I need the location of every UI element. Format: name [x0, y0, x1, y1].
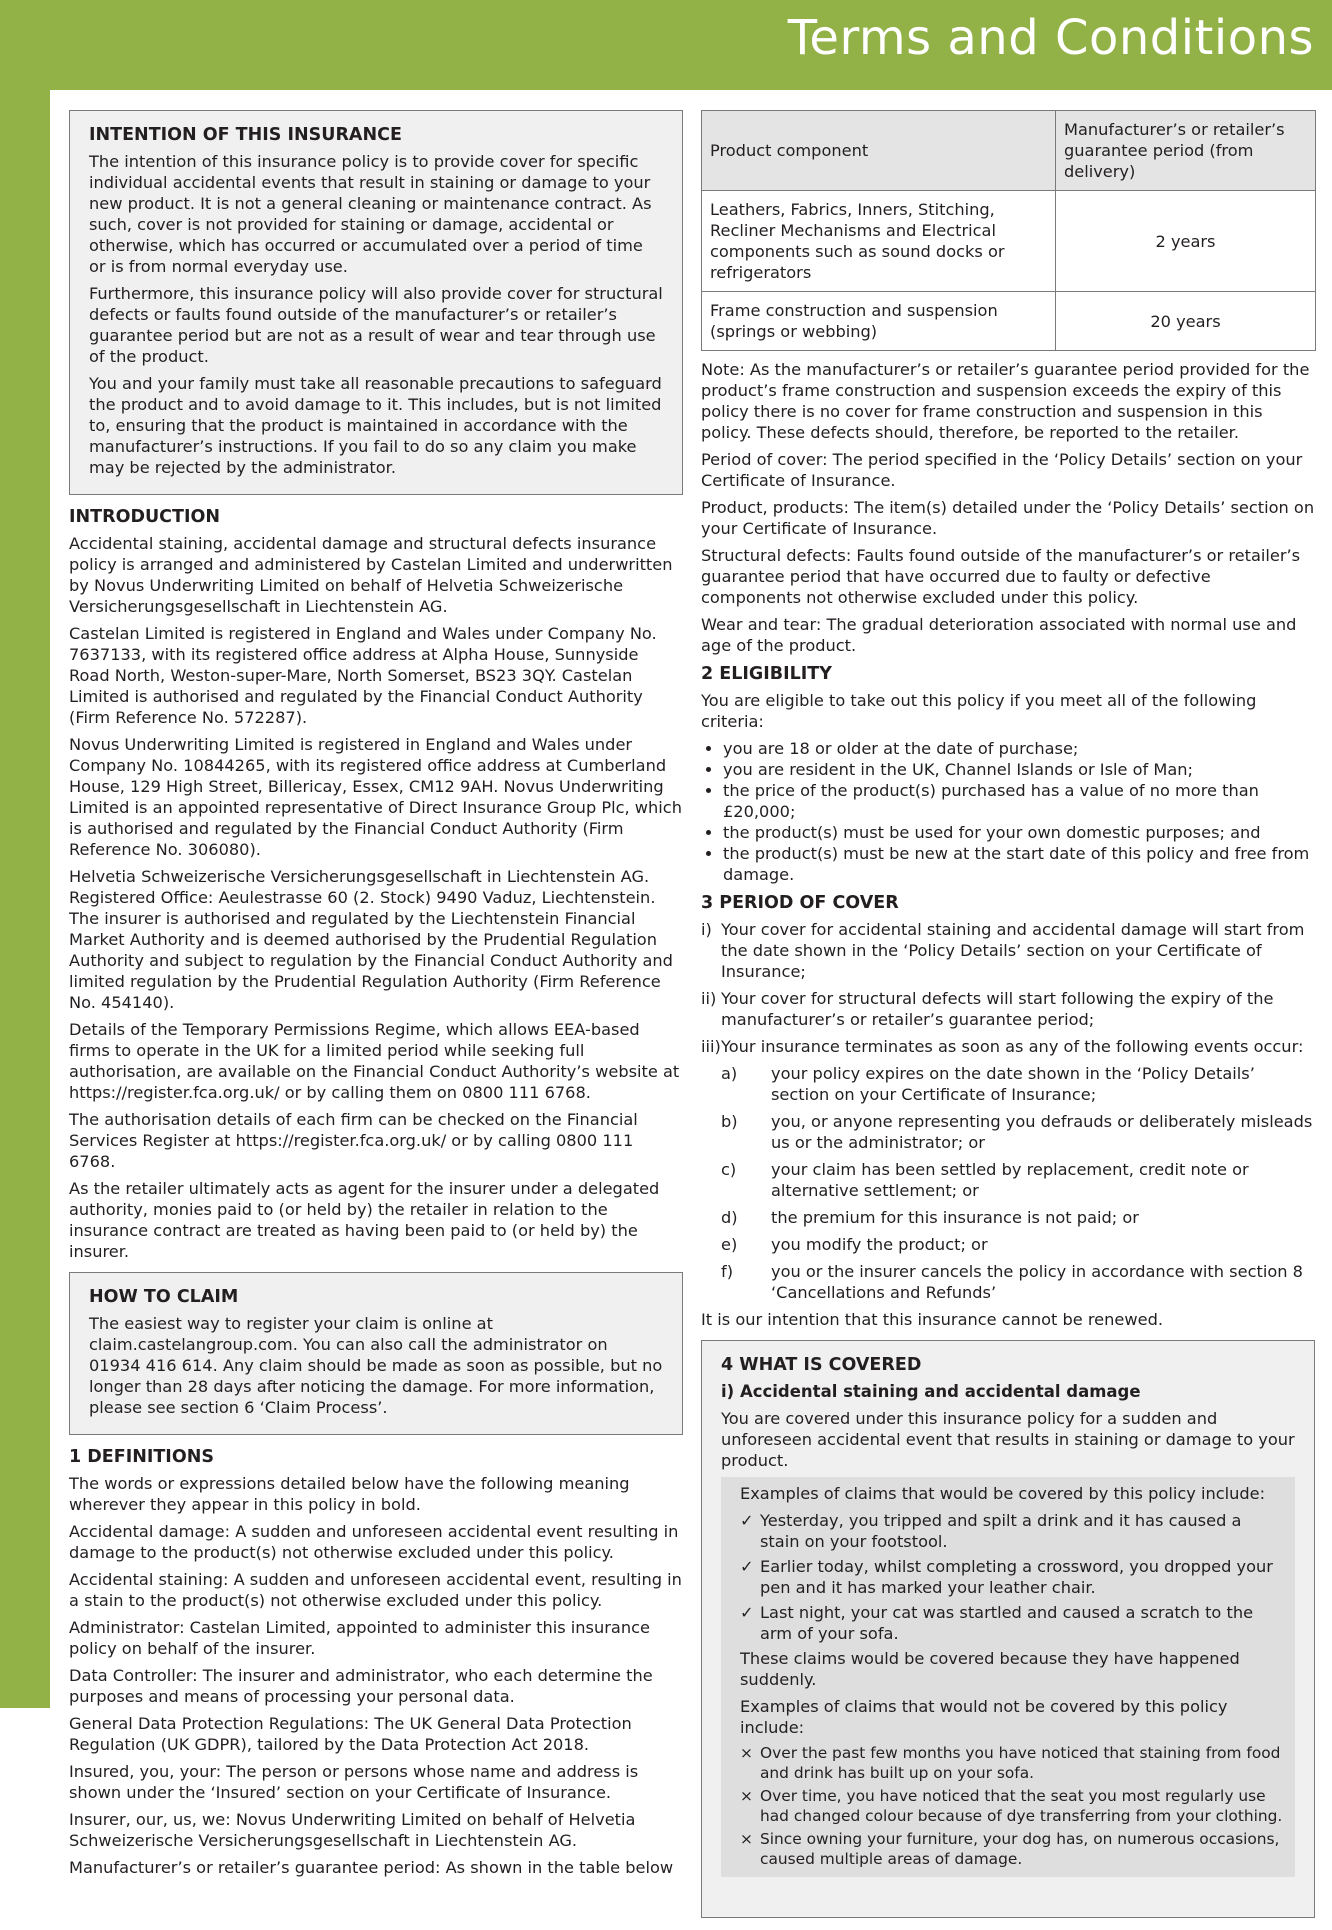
termination-text: you or the insurer cancels the policy in accordance with section 8 ‘Cancellations and Refunds’ — [771, 1262, 1303, 1302]
left-accent-bar — [0, 90, 50, 1708]
period-item-text: Your cover for structural defects will start following the expiry of the manufacturer’s or retailer’s guarantee period; — [721, 989, 1274, 1029]
def-accidental-staining: Accidental staining: A sudden and unforeseen accidental event, resulting in a stain to the product(s) not otherwise excluded under this policy. — [69, 1570, 682, 1610]
termination-item: c) your claim has been settled by replacement, credit note or alternative settlement; or — [721, 1160, 1249, 1200]
table-header-component: Product component — [702, 111, 1056, 191]
termination-item: a) your policy expires on the date shown in the ‘Policy Details’ section on your Certificate of Insurance; — [721, 1064, 1255, 1104]
definitions-heading: 1 DEFINITIONS — [69, 1447, 214, 1467]
period-item-ii: ii) Your cover for structural defects will start following the expiry of the manufacturer’s or retailer’s guarantee period; — [701, 989, 1274, 1029]
intro-p5: Details of the Temporary Permissions Regime, which allows EEA-based firms to operate in the UK for a limited period while seeking full authorisation, are available on the Financial Conduct Authority’s website at https://register.fca.org.uk/ or by calling them on 0800 111 6768. — [69, 1020, 680, 1102]
period-item-text: Your cover for accidental staining and accidental damage will start from the date shown in the ‘Policy Details’ section on your Certificate of Insurance; — [721, 920, 1305, 981]
intro-p1: Accidental staining, accidental damage and structural defects insurance policy is arranged and administered by Castelan Limited and underwritten by Novus Underwriting Limited on behalf of Helvetia Schweizerische Versicherungsgesellschaft in Liechtenstein AG. — [69, 534, 673, 616]
def-product: Product, products: The item(s) detailed under the ‘Policy Details’ section on your Certificate of Insurance. — [701, 498, 1315, 538]
covered-intro: You are covered under this insurance policy for a sudden and unforeseen accidental event that results in staining or damage to your product. — [721, 1409, 1295, 1470]
list-item — [740, 1787, 1283, 1826]
check-icon: ✓ — [740, 1557, 754, 1576]
would-text: These claims would be covered because they have happened suddenly. — [740, 1649, 1240, 1689]
cross-icon: × — [740, 1830, 753, 1848]
list-item: • the price of the product(s) purchased has a value of no more than £20,000; — [723, 780, 1315, 822]
intention-p1: The intention of this insurance policy is to provide cover for specific individual accidental events that result in staining or damage to your new product. It is not a general cleaning or maintenance contract. As such, cover is not provided for staining or damage, accidental or otherwise, which has occurred or accumulated over a period of time or is from normal everyday use. — [89, 152, 652, 276]
introduction-heading: INTRODUCTION — [69, 507, 220, 527]
list-item — [740, 1510, 1283, 1552]
not-example-text: Since owning your furniture, your dog has, on numerous occasions, caused multiple areas of damage. — [760, 1830, 1280, 1868]
termination-text: the premium for this insurance is not paid; or — [771, 1208, 1139, 1227]
example-text: Yesterday, you tripped and spilt a drink and it has caused a stain on your footstool. — [760, 1511, 1242, 1551]
eligibility-heading: 2 ELIGIBILITY — [701, 664, 832, 684]
table-row — [702, 191, 1316, 292]
cross-icon: × — [740, 1787, 753, 1805]
def-insured: Insured, you, your: The person or persons whose name and address is shown under the ‘Insured’ section on your Certificate of Insurance. — [69, 1762, 639, 1802]
eligibility-intro: You are eligible to take out this policy if you meet all of the following criteria: — [701, 691, 1257, 731]
list-item — [740, 1556, 1283, 1598]
def-data-controller: Data Controller: The insurer and administrator, who each determine the purposes and means of processing your personal data. — [69, 1666, 653, 1706]
list-item — [740, 1744, 1283, 1783]
intention-p2: Furthermore, this insurance policy will also provide cover for structural defects or faults found outside of the manufacturer’s or retailer’s guarantee period but are not as a result of wear and tear through use of the product. — [89, 284, 663, 366]
list-item: • you are 18 or older at the date of purchase; — [723, 738, 1315, 759]
definitions-intro: The words or expressions detailed below have the following meaning wherever they appear in this policy in bold. — [69, 1474, 630, 1514]
intention-p3: You and your family must take all reasonable precautions to safeguard the product and to avoid damage to it. This includes, but is not limited to, ensuring that the product is maintained in accordance with the manufacturer’s instructions. If you fail to do so any claim you make may be rejected by the administrator. — [89, 374, 662, 477]
intro-p6: The authorisation details of each firm can be checked on the Financial Services Register at https://register.fca.org.uk/ or by calling 0800 111 6768. — [69, 1110, 638, 1171]
termination-item: e) you modify the product; or — [721, 1235, 988, 1254]
intro-p3: Novus Underwriting Limited is registered in England and Wales under Company No. 10844265, with its registered office address at Cumberland House, 129 High Street, Billericay, Essex, CM12 9AH. Novus Underwriting Limited is an appointed representative of Direct Insurance Group Plc, which is authorised and regulated by the Financial Conduct Authority (Firm Reference No. 306080). — [69, 735, 682, 859]
intro-p7: As the retailer ultimately acts as agent for the insurer under a delegated authority, monies paid to (or held by) the retailer in relation to the insurance contract are treated as having been paid to (or held by) the insurer. — [69, 1179, 660, 1261]
termination-text: you, or anyone representing you defrauds or deliberately misleads us or the administrator; or — [771, 1112, 1313, 1152]
period-of-cover-heading: 3 PERIOD OF COVER — [701, 893, 899, 913]
termination-text: your policy expires on the date shown in the ‘Policy Details’ section on your Certificate of Insurance; — [771, 1064, 1255, 1104]
period-item-text: Your insurance terminates as soon as any of the following events occur: — [721, 1037, 1304, 1056]
check-icon: ✓ — [740, 1603, 754, 1622]
table-cell-period: 2 years — [1056, 191, 1316, 292]
table-header-period: Manufacturer’s or retailer’s guarantee period (from delivery) — [1056, 111, 1316, 191]
not-heading: Examples of claims that would not be covered by this policy include: — [740, 1697, 1228, 1737]
list-item — [740, 1830, 1283, 1869]
termination-text: your claim has been settled by replacement, credit note or alternative settlement; or — [771, 1160, 1249, 1200]
period-item-i: i) Your cover for accidental staining and accidental damage will start from the date shown in the ‘Policy Details’ section on your Certificate of Insurance; — [701, 920, 1305, 981]
renewal-note: It is our intention that this insurance cannot be renewed. — [701, 1310, 1163, 1329]
intro-p2: Castelan Limited is registered in England and Wales under Company No. 7637133, with its registered office address at Alpha House, Sunnyside Road North, Weston-super-Mare, North Somerset, BS23 3QY. Castelan Limited is authorised and regulated by the Financial Conduct Authority (Firm Reference No. 572287). — [69, 624, 657, 727]
not-example-text: Over time, you have noticed that the seat you most regularly use had changed colour because of dye transferring from your clothing. — [760, 1787, 1283, 1825]
list-item — [740, 1602, 1283, 1644]
def-guarantee: Manufacturer’s or retailer’s guarantee period: As shown in the table below — [69, 1858, 674, 1877]
table-cell-period: 20 years — [1056, 292, 1316, 351]
def-wear-and-tear: Wear and tear: The gradual deterioration associated with normal use and age of the product. — [701, 615, 1297, 655]
list-item: • you are resident in the UK, Channel Islands or Isle of Man; — [723, 759, 1315, 780]
how-to-claim-box — [69, 1272, 683, 1435]
def-period-of-cover: Period of cover: The period specified in the ‘Policy Details’ section on your Certificate of Insurance. — [701, 450, 1303, 490]
example-text: Earlier today, whilst completing a crossword, you dropped your pen and it has marked your leather chair. — [760, 1557, 1273, 1597]
termination-text: you modify the product; or — [771, 1235, 988, 1254]
table-row — [702, 292, 1316, 351]
list-item: • the product(s) must be new at the start date of this policy and free from damage. — [723, 843, 1315, 885]
guarantee-note: Note: As the manufacturer’s or retailer’s guarantee period provided for the product’s frame construction and suspension exceeds the expiry of this policy there is no cover for frame construction and suspension in this policy. These defects should, therefore, be reported to the retailer. — [701, 360, 1310, 442]
page-title: Terms and Conditions — [787, 10, 1314, 66]
covered-subheading: i) Accidental staining and accidental damage — [721, 1382, 1141, 1401]
intention-heading: INTENTION OF THIS INSURANCE — [89, 125, 402, 145]
example-text: Last night, your cat was startled and caused a scratch to the arm of your sofa. — [760, 1603, 1254, 1643]
cross-icon: × — [740, 1744, 753, 1762]
left-column — [69, 110, 683, 1884]
how-to-claim-text: The easiest way to register your claim is online at claim.castelangroup.com. You can also call the administrator on 01934 416 614. Any claim should be made as soon as possible, but no longer than 28 days after noticing the damage. For more information, please see section 6 ‘Claim Process’. — [89, 1314, 663, 1417]
table-cell-component: Frame construction and suspension (springs or webbing) — [702, 292, 1056, 351]
table-header-row — [702, 111, 1316, 191]
table-cell-component: Leathers, Fabrics, Inners, Stitching, Recliner Mechanisms and Electrical components such as sound docks or refrigerators — [702, 191, 1056, 292]
termination-item: d) the premium for this insurance is not paid; or — [721, 1208, 1139, 1227]
termination-item: b) you, or anyone representing you defrauds or deliberately misleads us or the administrator; or — [721, 1112, 1313, 1152]
list-item: • the product(s) must be used for your own domestic purposes; and — [723, 822, 1315, 843]
intention-box — [69, 110, 683, 495]
def-accidental-damage: Accidental damage: A sudden and unforeseen accidental event resulting in damage to the product(s) not otherwise excluded under this policy. — [69, 1522, 679, 1562]
examples-box — [721, 1477, 1295, 1877]
def-structural-defects: Structural defects: Faults found outside of the manufacturer’s or retailer’s guarantee period that have occurred due to faulty or defective components not otherwise excluded under this policy. — [701, 546, 1301, 607]
intro-p4: Helvetia Schweizerische Versicherungsgesellschaft in Liechtenstein AG. Registered Office: Aeulestrasse 60 (2. Stock) 9490 Vaduz, Liechtenstein. The insurer is authorised and regulated by the Liechtenstein Financial Market Authority and is deemed authorised by the Prudential Regulation Authority and subject to regulation by the Financial Conduct Authority and limited regulation by the Prudential Regulation Authority (Firm Reference No. 454140). — [69, 867, 673, 1012]
how-to-claim-heading: HOW TO CLAIM — [89, 1287, 239, 1307]
page-header — [0, 0, 1332, 90]
what-is-covered-heading: 4 WHAT IS COVERED — [721, 1355, 922, 1375]
def-administrator: Administrator: Castelan Limited, appointed to administer this insurance policy on behalf of the insurer. — [69, 1618, 650, 1658]
examples-heading: Examples of claims that would be covered by this policy include: — [740, 1484, 1266, 1503]
termination-item: f) you or the insurer cancels the policy in accordance with section 8 ‘Cancellations and Refunds’ — [721, 1262, 1303, 1302]
not-example-text: Over the past few months you have noticed that staining from food and drink has built up on your sofa. — [760, 1744, 1281, 1782]
def-gdpr: General Data Protection Regulations: The UK General Data Protection Regulation (UK GDPR), tailored by the Data Protection Act 2018. — [69, 1714, 632, 1754]
what-is-covered-box — [701, 1340, 1315, 1918]
def-insurer: Insurer, our, us, we: Novus Underwriting Limited on behalf of Helvetia Schweizerische Versicherungsgesellschaft in Liechtenstein AG. — [69, 1810, 636, 1850]
eligibility-list — [701, 738, 1315, 885]
period-item-iii: iii) Your insurance terminates as soon as any of the following events occur: — [701, 1037, 1304, 1056]
guarantee-table — [701, 110, 1316, 351]
check-icon: ✓ — [740, 1511, 754, 1530]
right-column — [701, 110, 1315, 1930]
